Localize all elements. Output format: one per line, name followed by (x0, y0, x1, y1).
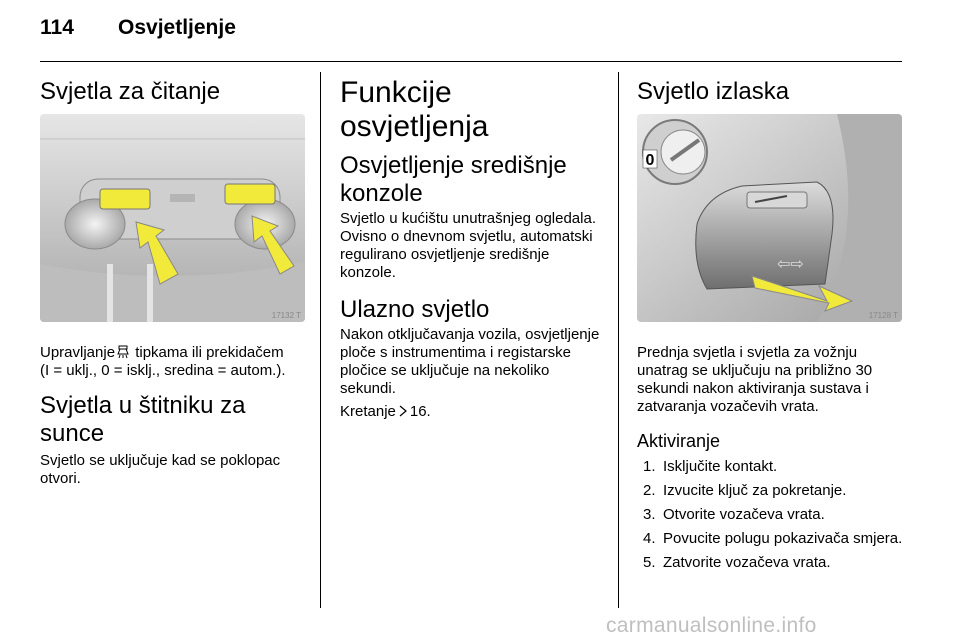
list-item: 4. Povucite polugu pokazivača smjera. (643, 530, 903, 547)
column-divider-1 (320, 72, 321, 608)
subheading-entry-light: Ulazno svjetlo (340, 296, 490, 323)
exit-lighting-text: Prednja svjetla i svjetla za vožnju unatrag se uključuju na približno 30 sekundi nakon aktiviranja sustava i zatvaranja vozačevih vrata. (637, 344, 873, 415)
indicator-stalk-illustration (637, 114, 902, 322)
list-item: 3. Otvorite vozačeva vrata. (643, 506, 825, 523)
page-header (40, 16, 920, 46)
switch-position-label: 0 (645, 152, 655, 169)
sun-visor-lights-text: Svjetlo se uključuje kad se poklopac otvori. (40, 452, 281, 487)
center-console-lighting-text: Svjetlo u kućištu unutrašnjeg ogledala. Ovisno o dnevnom svjetlu, automatski regulirano osvjetljenje središnje konzole. (340, 210, 596, 281)
watermark: carmanualsonline.info (606, 614, 817, 637)
entry-light-text: Nakon otključavanja vozila, osvjetljenje ploče s instrumentima i registarske pločice se uključuje na nekoliko sekundi. (340, 326, 600, 397)
page-number: 114 (40, 16, 74, 39)
svg-text:⇦⇨: ⇦⇨ (777, 254, 804, 273)
section-heading-sun-visor-lights: Svjetla u štitniku za sunce (40, 392, 246, 447)
reading-lights-illustration (40, 114, 305, 322)
header-divider (40, 61, 902, 62)
cross-reference: Kretanje 16. (340, 403, 431, 420)
subheading-activation: Aktiviranje (637, 431, 721, 451)
section-heading-reading-lights: Svjetla za čitanje (40, 78, 221, 105)
list-item: 1. Isključite kontakt. (643, 458, 778, 475)
figure-id: 17132 T (271, 311, 301, 320)
chapter-title: Osvjetljenje (118, 16, 236, 39)
section-heading-exit-lighting: Svjetlo izlaska (637, 78, 790, 105)
column-lighting-functions (340, 72, 602, 421)
subheading-center-console-lighting: Osvjetljenje središnje konzole (340, 152, 567, 207)
figure-exit-lighting (637, 114, 902, 322)
reading-light-symbol-icon (117, 345, 129, 359)
figure-id: 17128 T (868, 311, 898, 320)
reading-lights-text: Upravljanje tipkama ili prekidačem (I = uklj., 0 = isklj., sredina = autom.). (40, 344, 286, 379)
activation-steps (637, 458, 903, 572)
section-heading-lighting-functions: Funkcije osvjetljenja (340, 76, 489, 143)
column-reading-lights (40, 72, 305, 488)
reference-link[interactable]: 16. (409, 403, 431, 420)
reference-arrow-icon (398, 405, 408, 417)
list-item: 5. Zatvorite vozačeva vrata. (643, 554, 831, 571)
column-exit-lighting (637, 72, 903, 572)
list-item: 2. Izvucite ključ za pokretanje. (643, 482, 847, 499)
figure-reading-lights (40, 114, 305, 322)
column-divider-2 (618, 72, 619, 608)
